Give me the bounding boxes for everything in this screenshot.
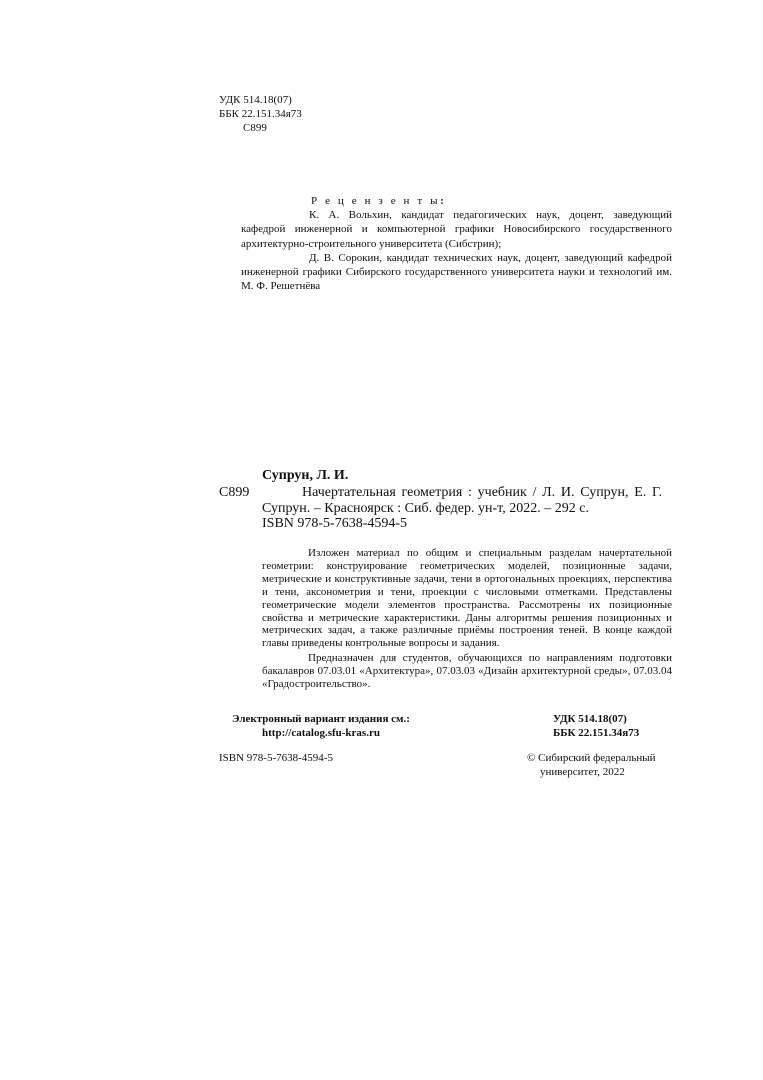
isbn-main: ISBN 978-5-7638-4594-5	[262, 516, 408, 531]
reviewers-heading-colon: :	[440, 195, 444, 207]
abstract-paragraph-1: Изложен материал по общим и специальным разделам начертательной геометрии: конструирование геометрических моделей, позиционные задачи, метрические и конструктивные задачи, тени в ортогональных проекциях, перспектива и тени, аксонометрия и тени, проекции с числовыми отметками. Представлены геометрические модели элементов пространства. Рассмотрены их позиционные свойства и метрические характеристики. Даны алгоритмы решения позиционных и метрических задач, а также различные приёмы построения теней. В конце каждой главы приведены контрольные вопросы и задания.	[262, 547, 672, 650]
electronic-version-block	[228, 712, 414, 740]
abstract-paragraph-2: Предназначен для студентов, обучающихся по направлениям подготовки бакалавров 07.03.01 «Архитектура», 07.03.03 «Дизайн архитектурной среды», 07.03.04 «Градостроительство».	[262, 652, 672, 691]
reviewer-1: К. А. Вольхин, кандидат педагогических наук, доцент, заведующий кафедрой инженерной и компьютерной графики Новосибирского государственного архитектурно-строительного университета (Сибстрин);	[241, 209, 672, 250]
bibliographic-code: С899	[219, 485, 250, 500]
author-code: С899	[243, 122, 267, 134]
copyright-line-1: © Сибирский федеральный	[527, 752, 656, 764]
author-heading: Супрун, Л. И.	[262, 468, 349, 483]
electronic-version-label: Электронный вариант издания см.:	[232, 713, 410, 725]
bibliographic-description: Начертательная геометрия : учебник / Л. И. Супрун, Е. Г. Супрун. – Красноярск : Сиб. федер. ун-т, 2022. – 292 с.	[262, 485, 662, 517]
catalog-link[interactable]: http://catalog.sfu-kras.ru	[262, 727, 380, 739]
footer-bbk: ББК 22.151.34я73	[553, 727, 640, 739]
bibliographic-entry	[262, 485, 662, 518]
footer-udk: УДК 514.18(07)	[553, 713, 627, 725]
udk-code: УДК 514.18(07)	[219, 94, 292, 106]
reviewer-2: Д. В. Сорокин, кандидат технических наук, доцент, заведующий кафедрой инженерной графики Сибирского государственного университета науки и технологий им. М. Ф. Решетнёва	[241, 251, 672, 293]
reviewers-heading: Р е ц е н з е н т ы:	[311, 195, 444, 207]
reviewers-block	[241, 194, 672, 293]
isbn-bottom: ISBN 978-5-7638-4594-5	[219, 752, 333, 764]
bbk-code: ББК 22.151.34я73	[219, 108, 302, 120]
copyright-block	[527, 751, 656, 779]
abstract-block	[262, 547, 672, 691]
footer-codes	[553, 712, 639, 740]
classification-block	[219, 93, 302, 135]
copyright-line-2: университет, 2022	[540, 766, 625, 778]
